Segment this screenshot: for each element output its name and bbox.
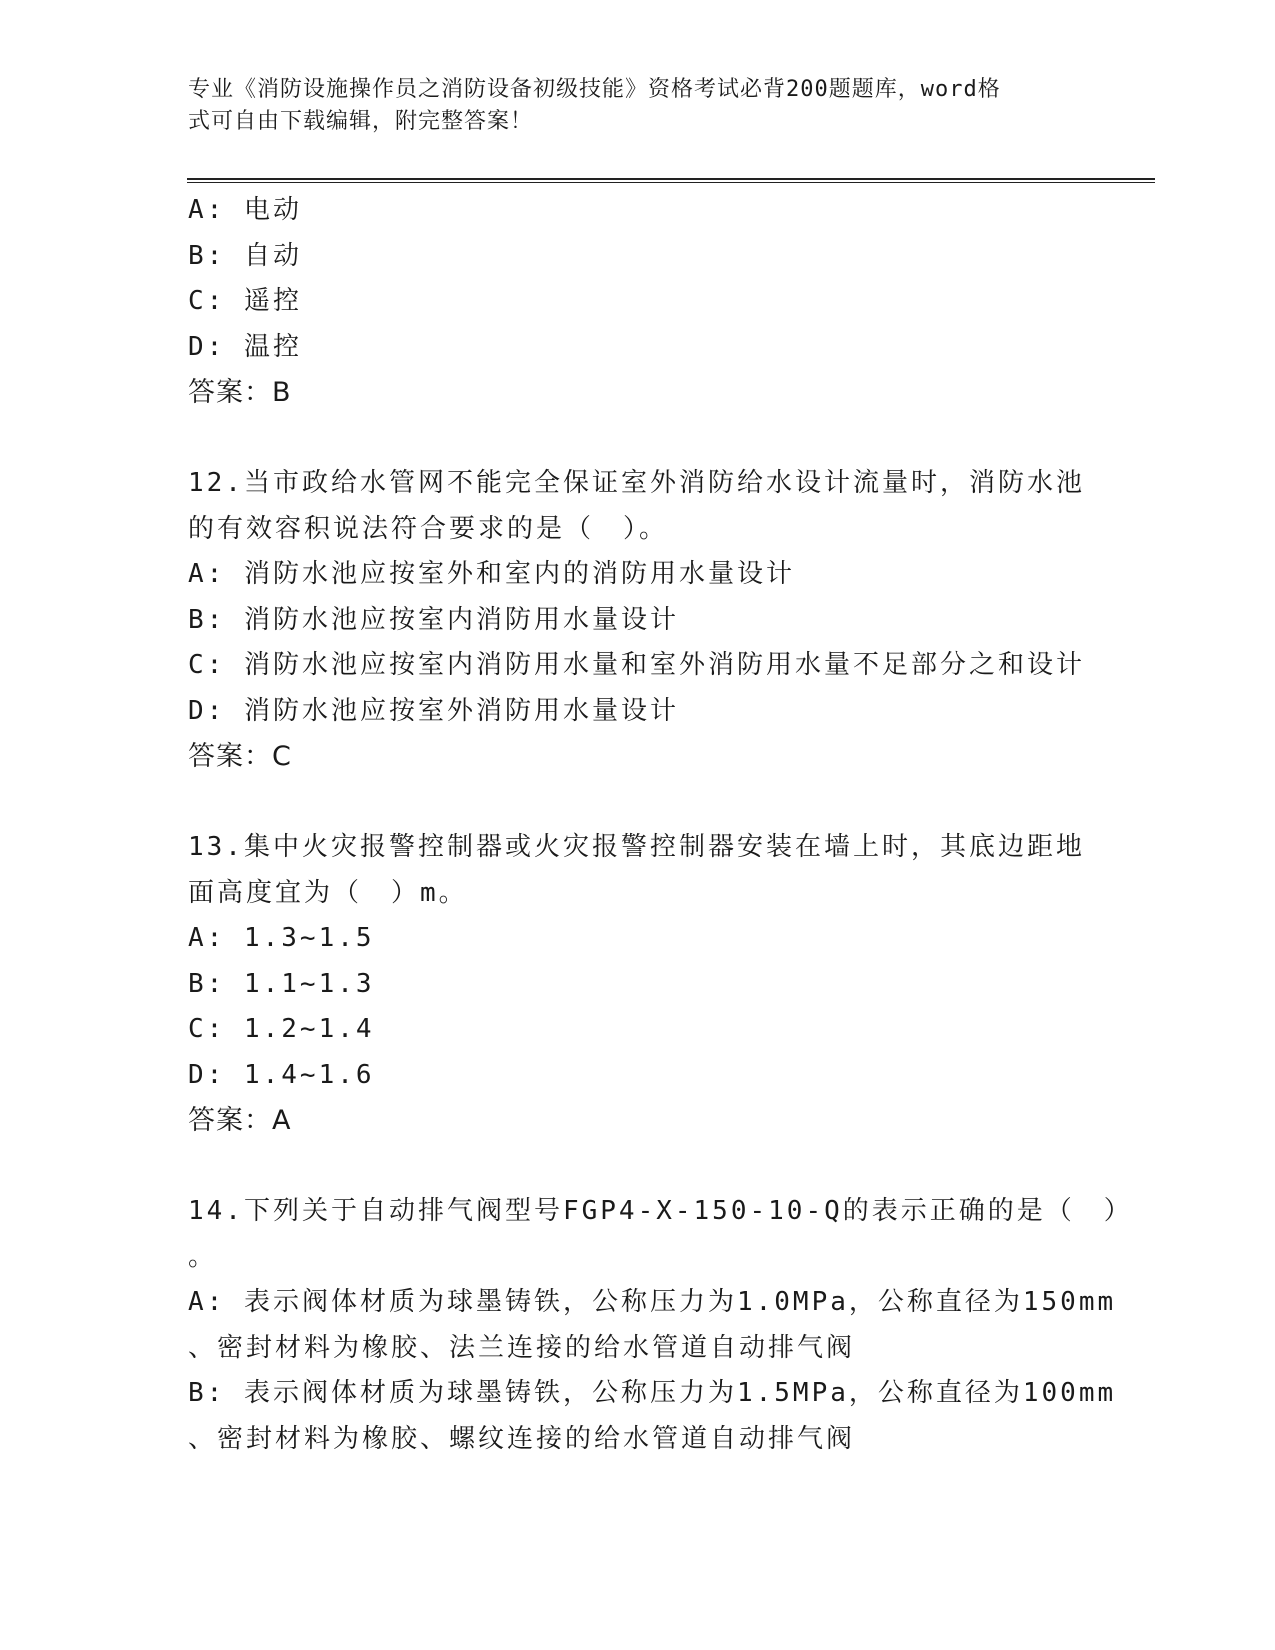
answer: 答案：C — [188, 741, 292, 772]
question-13 — [188, 825, 1088, 1144]
option-b: B: 自动 — [188, 240, 302, 271]
header-line-1: 专业《消防设施操作员之消防设备初级技能》资格考试必背200题题库，word格 — [188, 77, 1001, 102]
header-divider — [187, 178, 1155, 183]
option-a-continued: 、密封材料为橡胶、法兰连接的给水管道自动排气阀 — [188, 1332, 856, 1363]
answer: 答案：A — [188, 1105, 292, 1136]
option-b: B: 1.1~1.3 — [188, 968, 375, 999]
option-a: A: 1.3~1.5 — [188, 923, 375, 953]
question-stem: 13.集中火灾报警控制器或火灾报警控制器安装在墙上时，其底边距地 — [188, 832, 1085, 862]
option-d: D: 1.4~1.6 — [188, 1059, 375, 1090]
option-b-continued: 、密封材料为橡胶、螺纹连接的给水管道自动排气阀 — [188, 1423, 856, 1454]
option-b: B: 消防水池应按室内消防用水量设计 — [188, 604, 679, 635]
answer: 答案：B — [188, 377, 292, 408]
question-11 — [188, 188, 1088, 416]
question-stem: 。 — [188, 1241, 218, 1272]
option-c: C: 消防水池应按室内消防用水量和室外消防用水量不足部分之和设计 — [188, 650, 1085, 680]
question-stem: 的有效容积说法符合要求的是（ ）。 — [188, 513, 669, 544]
question-stem: 12.当市政给水管网不能完全保证室外消防给水设计流量时，消防水池 — [188, 468, 1085, 498]
option-c: C: 遥控 — [188, 286, 302, 316]
header-line-2: 式可自由下载编辑，附完整答案！ — [188, 109, 534, 134]
option-a: A: 表示阀体材质为球墨铸铁，公称压力为1.0MPa，公称直径为150mm — [188, 1287, 1117, 1317]
option-c: C: 1.2~1.4 — [188, 1014, 375, 1044]
question-12 — [188, 461, 1088, 780]
question-stem: 14.下列关于自动排气阀型号FGP4-X-150-10-Q的表示正确的是（ ） — [188, 1196, 1133, 1226]
option-b: B: 表示阀体材质为球墨铸铁，公称压力为1.5MPa，公称直径为100mm — [188, 1378, 1117, 1408]
question-14 — [188, 1189, 1133, 1462]
option-d: D: 消防水池应按室外消防用水量设计 — [188, 695, 679, 726]
document-header — [188, 74, 1068, 138]
question-stem: 面高度宜为（ ）m。 — [188, 877, 468, 908]
option-a: A: 消防水池应按室外和室内的消防用水量设计 — [188, 559, 795, 589]
option-d: D: 温控 — [188, 331, 302, 362]
question-list — [188, 188, 1133, 1462]
option-a: A: 电动 — [188, 195, 302, 225]
